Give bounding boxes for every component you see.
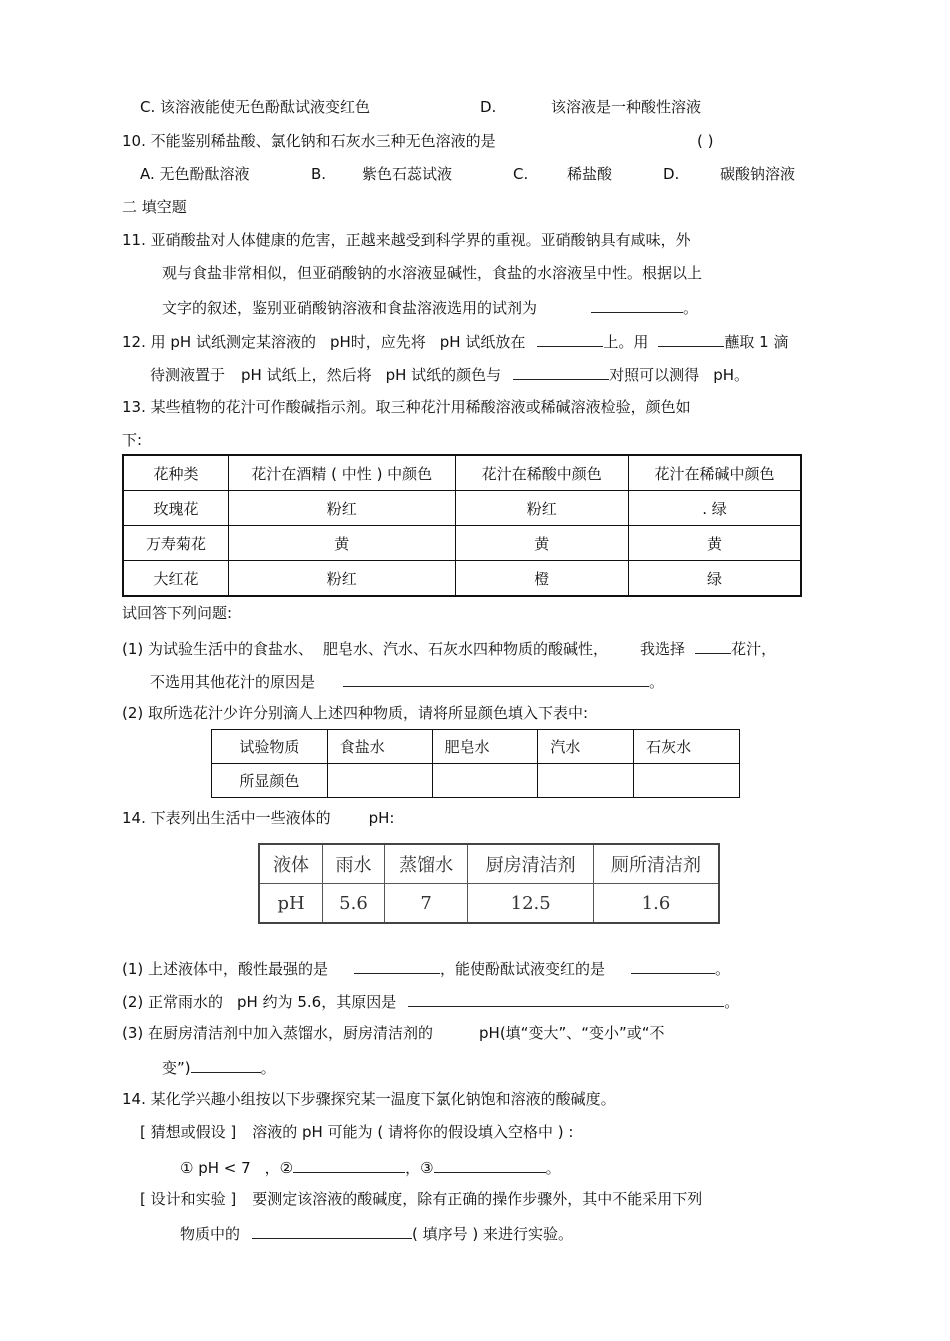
- q11-line-1: 11. 亚硝酸盐对人体健康的危害，正越来越受到科学界的重视。亚硝酸钠具有咸味，外: [122, 231, 691, 249]
- table-cell: 1.6: [593, 884, 719, 924]
- q11-line-3: [162, 296, 698, 318]
- q14b-line: 14. 某化学兴趣小组按以下步骤探究某一温度下氯化钠饱和溶液的酸碱度。: [122, 1090, 616, 1108]
- table-header-cell: 厕所清洁剂: [593, 844, 719, 884]
- q14a-sub3-line-1: [122, 1023, 665, 1043]
- q14a-ph-label: pH:: [368, 809, 395, 827]
- q10-option-d-text: 碳酸钠溶液: [720, 165, 796, 183]
- answer-cell[interactable]: [432, 764, 538, 798]
- table-header-cell: 花汁在稀碱中颜色: [629, 455, 801, 491]
- q14a-text: 14. 下表列出生活中一些液体的: [122, 809, 331, 827]
- q10-answer-paren: ( ): [697, 132, 714, 150]
- q9-option-d-text: 该溶液是一种酸性溶液: [551, 98, 702, 116]
- q13-line-2: 下:: [122, 431, 143, 449]
- table-row: [123, 526, 801, 561]
- q10-option-a: A. 无色酚酞溶液: [140, 165, 250, 183]
- table-header-cell: 厨房清洁剂: [468, 844, 594, 884]
- q14b-options-line: [180, 1156, 561, 1178]
- q13-flower-blank[interactable]: [695, 637, 731, 654]
- table-header-cell: 肥皂水: [432, 730, 538, 764]
- q10-option-c-label: C.: [513, 165, 529, 183]
- answer-cell[interactable]: [634, 764, 740, 798]
- table-cell: 粉红: [229, 561, 456, 597]
- q14b-design-tag: [ 设计和实验 ]: [140, 1190, 237, 1208]
- table-row: [123, 561, 801, 597]
- q14a-strongest-acid-blank[interactable]: [354, 957, 440, 974]
- q12-blank-3[interactable]: [513, 363, 609, 380]
- q14b-option-3-label: ，③: [405, 1159, 434, 1177]
- q14b-option-1: ① pH < 7: [180, 1159, 251, 1177]
- q14b-hypothesis-tag: [ 猜想或假设 ]: [140, 1123, 237, 1141]
- table-header-cell: 雨水: [323, 844, 385, 884]
- q14b-options-end: 。: [545, 1159, 561, 1177]
- q14a-sub3-text-3: 变”): [162, 1059, 191, 1077]
- table-cell: 大红花: [123, 561, 229, 597]
- table-cell: . 绿: [629, 491, 801, 526]
- q13-prompt: 试回答下列问题:: [122, 604, 233, 622]
- q12-text-8: pH 试纸的颜色与: [385, 366, 502, 384]
- q14b-design-text-3: ( 填序号 ) 来进行实验。: [412, 1225, 574, 1243]
- q10-option-d-label: D.: [663, 165, 680, 183]
- q14b-hypothesis-blank-3[interactable]: [434, 1156, 546, 1173]
- ph-table: [258, 843, 720, 924]
- q10-option-c-text: 稀盐酸: [567, 165, 613, 183]
- section-heading-fill-in: 二 填空题: [122, 198, 187, 216]
- table-header-cell: 花种类: [123, 455, 229, 491]
- q9-option-d-label: D.: [480, 98, 497, 116]
- q14a-phenolphthalein-blank[interactable]: [631, 957, 715, 974]
- color-answer-table: [211, 729, 740, 798]
- q12-text-10: pH。: [713, 366, 749, 384]
- answer-cell[interactable]: [538, 764, 634, 798]
- q13-reason-blank[interactable]: [343, 670, 649, 687]
- q11-answer-blank[interactable]: [591, 296, 683, 313]
- table-cell: 5.6: [323, 884, 385, 924]
- q12-line-1: [122, 330, 788, 352]
- q14a-line: [122, 808, 394, 828]
- table-cell: 绿: [629, 561, 801, 597]
- table-header-cell: 花汁在酒精 ( 中性 ) 中颜色: [229, 455, 456, 491]
- q14a-sub2-text-1: (2) 正常雨水的: [122, 993, 224, 1011]
- q10-stem: 10. 不能鉴别稀盐酸、氯化钠和石灰水三种无色溶液的是: [122, 132, 496, 150]
- table-cell: 黄: [629, 526, 801, 561]
- q12-text-3: pH 试纸放在: [439, 333, 526, 351]
- q13-sub1-text-4: 花汁，: [731, 640, 777, 658]
- q11-line-2: 观与食盐非常相似，但亚硝酸钠的水溶液显碱性，食盐的水溶液呈中性。根据以上: [162, 264, 703, 282]
- q13-sub1-text-2: 肥皂水、汽水、石灰水四种物质的酸碱性，: [323, 640, 609, 658]
- table-header-cell: 汽水: [538, 730, 634, 764]
- table-header-row: [123, 455, 801, 491]
- table-row: [212, 764, 740, 798]
- table-header-cell: 食盐水: [327, 730, 432, 764]
- q14b-hypothesis-line: [140, 1122, 573, 1142]
- q14a-sub1-text-2: ，能使酚酞试液变红的是: [440, 960, 606, 978]
- q12-text-4: 上。用: [603, 333, 649, 351]
- q14a-sub3-text-2: pH(填“变大”、“变小”或“不: [479, 1024, 665, 1042]
- q14b-design-text-2: 物质中的: [180, 1225, 241, 1243]
- q12-text-9: 对照可以测得: [609, 366, 700, 384]
- answer-cell[interactable]: [327, 764, 432, 798]
- q14b-design-text: 要测定该溶液的酸碱度，除有正确的操作步骤外，其中不能采用下列: [252, 1190, 703, 1208]
- table-cell: 7: [384, 884, 468, 924]
- q14a-sub2: [122, 990, 739, 1012]
- q14b-option-2-label: ，②: [264, 1159, 294, 1177]
- q13-line-1: 13. 某些植物的花汁可作酸碱指示剂。取三种花汁用稀酸溶液或稀碱溶液检验，颜色如: [122, 398, 691, 416]
- q10-option-b-label: B.: [311, 165, 327, 183]
- q14a-ph-change-blank[interactable]: [191, 1056, 261, 1073]
- q13-sub2: (2) 取所选花汁少许分别滴人上述四种物质，请将所显颜色填入下表中:: [122, 704, 589, 722]
- q14b-design-line-1: [140, 1189, 702, 1209]
- table-header-row: [259, 844, 719, 884]
- table-cell: pH: [259, 884, 323, 924]
- q14a-sub3-text-4: 。: [260, 1059, 276, 1077]
- table-row: [259, 884, 719, 924]
- q14a-sub1-text-1: (1) 上述液体中，酸性最强的是: [122, 960, 329, 978]
- q9-option-c: C. 该溶液能使无色酚酞试液变红色: [140, 98, 371, 116]
- table-cell: 万寿菊花: [123, 526, 229, 561]
- q14b-substance-blank[interactable]: [252, 1222, 412, 1239]
- flower-indicator-table: [122, 454, 802, 597]
- q14b-hypothesis-blank-2[interactable]: [293, 1156, 405, 1173]
- q13-sub1-line-2: [150, 670, 664, 692]
- table-cell: 粉红: [455, 491, 628, 526]
- q14b-design-line-2: [180, 1222, 573, 1244]
- q14a-sub3-text-1: (3) 在厨房清洁剂中加入蒸馏水，厨房清洁剂的: [122, 1024, 434, 1042]
- q10-option-b-text: 紫色石蕊试液: [362, 165, 453, 183]
- q14a-sub1: [122, 957, 730, 979]
- table-cell: 黄: [455, 526, 628, 561]
- q14a-sub2-text-2: pH 约为 5.6，其原因是: [237, 993, 397, 1011]
- q13-sub1-text-1: (1) 为试验生活中的食盐水、: [122, 640, 314, 658]
- q14a-sub1-text-3: 。: [715, 960, 731, 978]
- q12-text-6: 待测液置于: [150, 366, 226, 384]
- table-header-cell: 蒸馏水: [384, 844, 468, 884]
- q14b-hypothesis-text: 溶液的 pH 可能为 ( 请将你的假设填入空格中 ) :: [252, 1123, 574, 1141]
- table-cell: 玫瑰花: [123, 491, 229, 526]
- table-header-cell: 试验物质: [212, 730, 328, 764]
- q13-sub1-text-3: 我选择: [640, 640, 686, 658]
- table-header-row: [212, 730, 740, 764]
- table-row: [123, 491, 801, 526]
- q14a-sub2-text-3: 。: [724, 993, 740, 1011]
- table-cell: 粉红: [229, 491, 456, 526]
- table-header-cell: 液体: [259, 844, 323, 884]
- table-header-cell: 花汁在稀酸中颜色: [455, 455, 628, 491]
- q12-blank-1[interactable]: [537, 330, 603, 347]
- q12-text-2: pH时，应先将: [329, 333, 426, 351]
- q11-line-3-text: 文字的叙述，鉴别亚硝酸钠溶液和食盐溶液选用的试剂为: [162, 299, 538, 317]
- q13-sub1-text-5: 不选用其他花汁的原因是: [150, 673, 316, 691]
- q11-end: 。: [683, 299, 699, 317]
- q14a-reason-blank[interactable]: [408, 990, 724, 1007]
- q14a-sub3-line-2: [162, 1056, 276, 1078]
- table-header-cell: 石灰水: [634, 730, 740, 764]
- table-cell: 12.5: [468, 884, 594, 924]
- q12-text-5: 蘸取 1 滴: [724, 333, 789, 351]
- table-cell: 黄: [229, 526, 456, 561]
- q13-sub1-text-6: 。: [649, 673, 665, 691]
- q12-blank-2[interactable]: [658, 330, 724, 347]
- q12-line-2: [150, 363, 749, 385]
- table-cell: 所显颜色: [212, 764, 328, 798]
- q12-text-1: 12. 用 pH 试纸测定某溶液的: [122, 333, 316, 351]
- q12-text-7: pH 试纸上，然后将: [241, 366, 372, 384]
- table-cell: 橙: [455, 561, 628, 597]
- q13-sub1-line-1: [122, 637, 776, 659]
